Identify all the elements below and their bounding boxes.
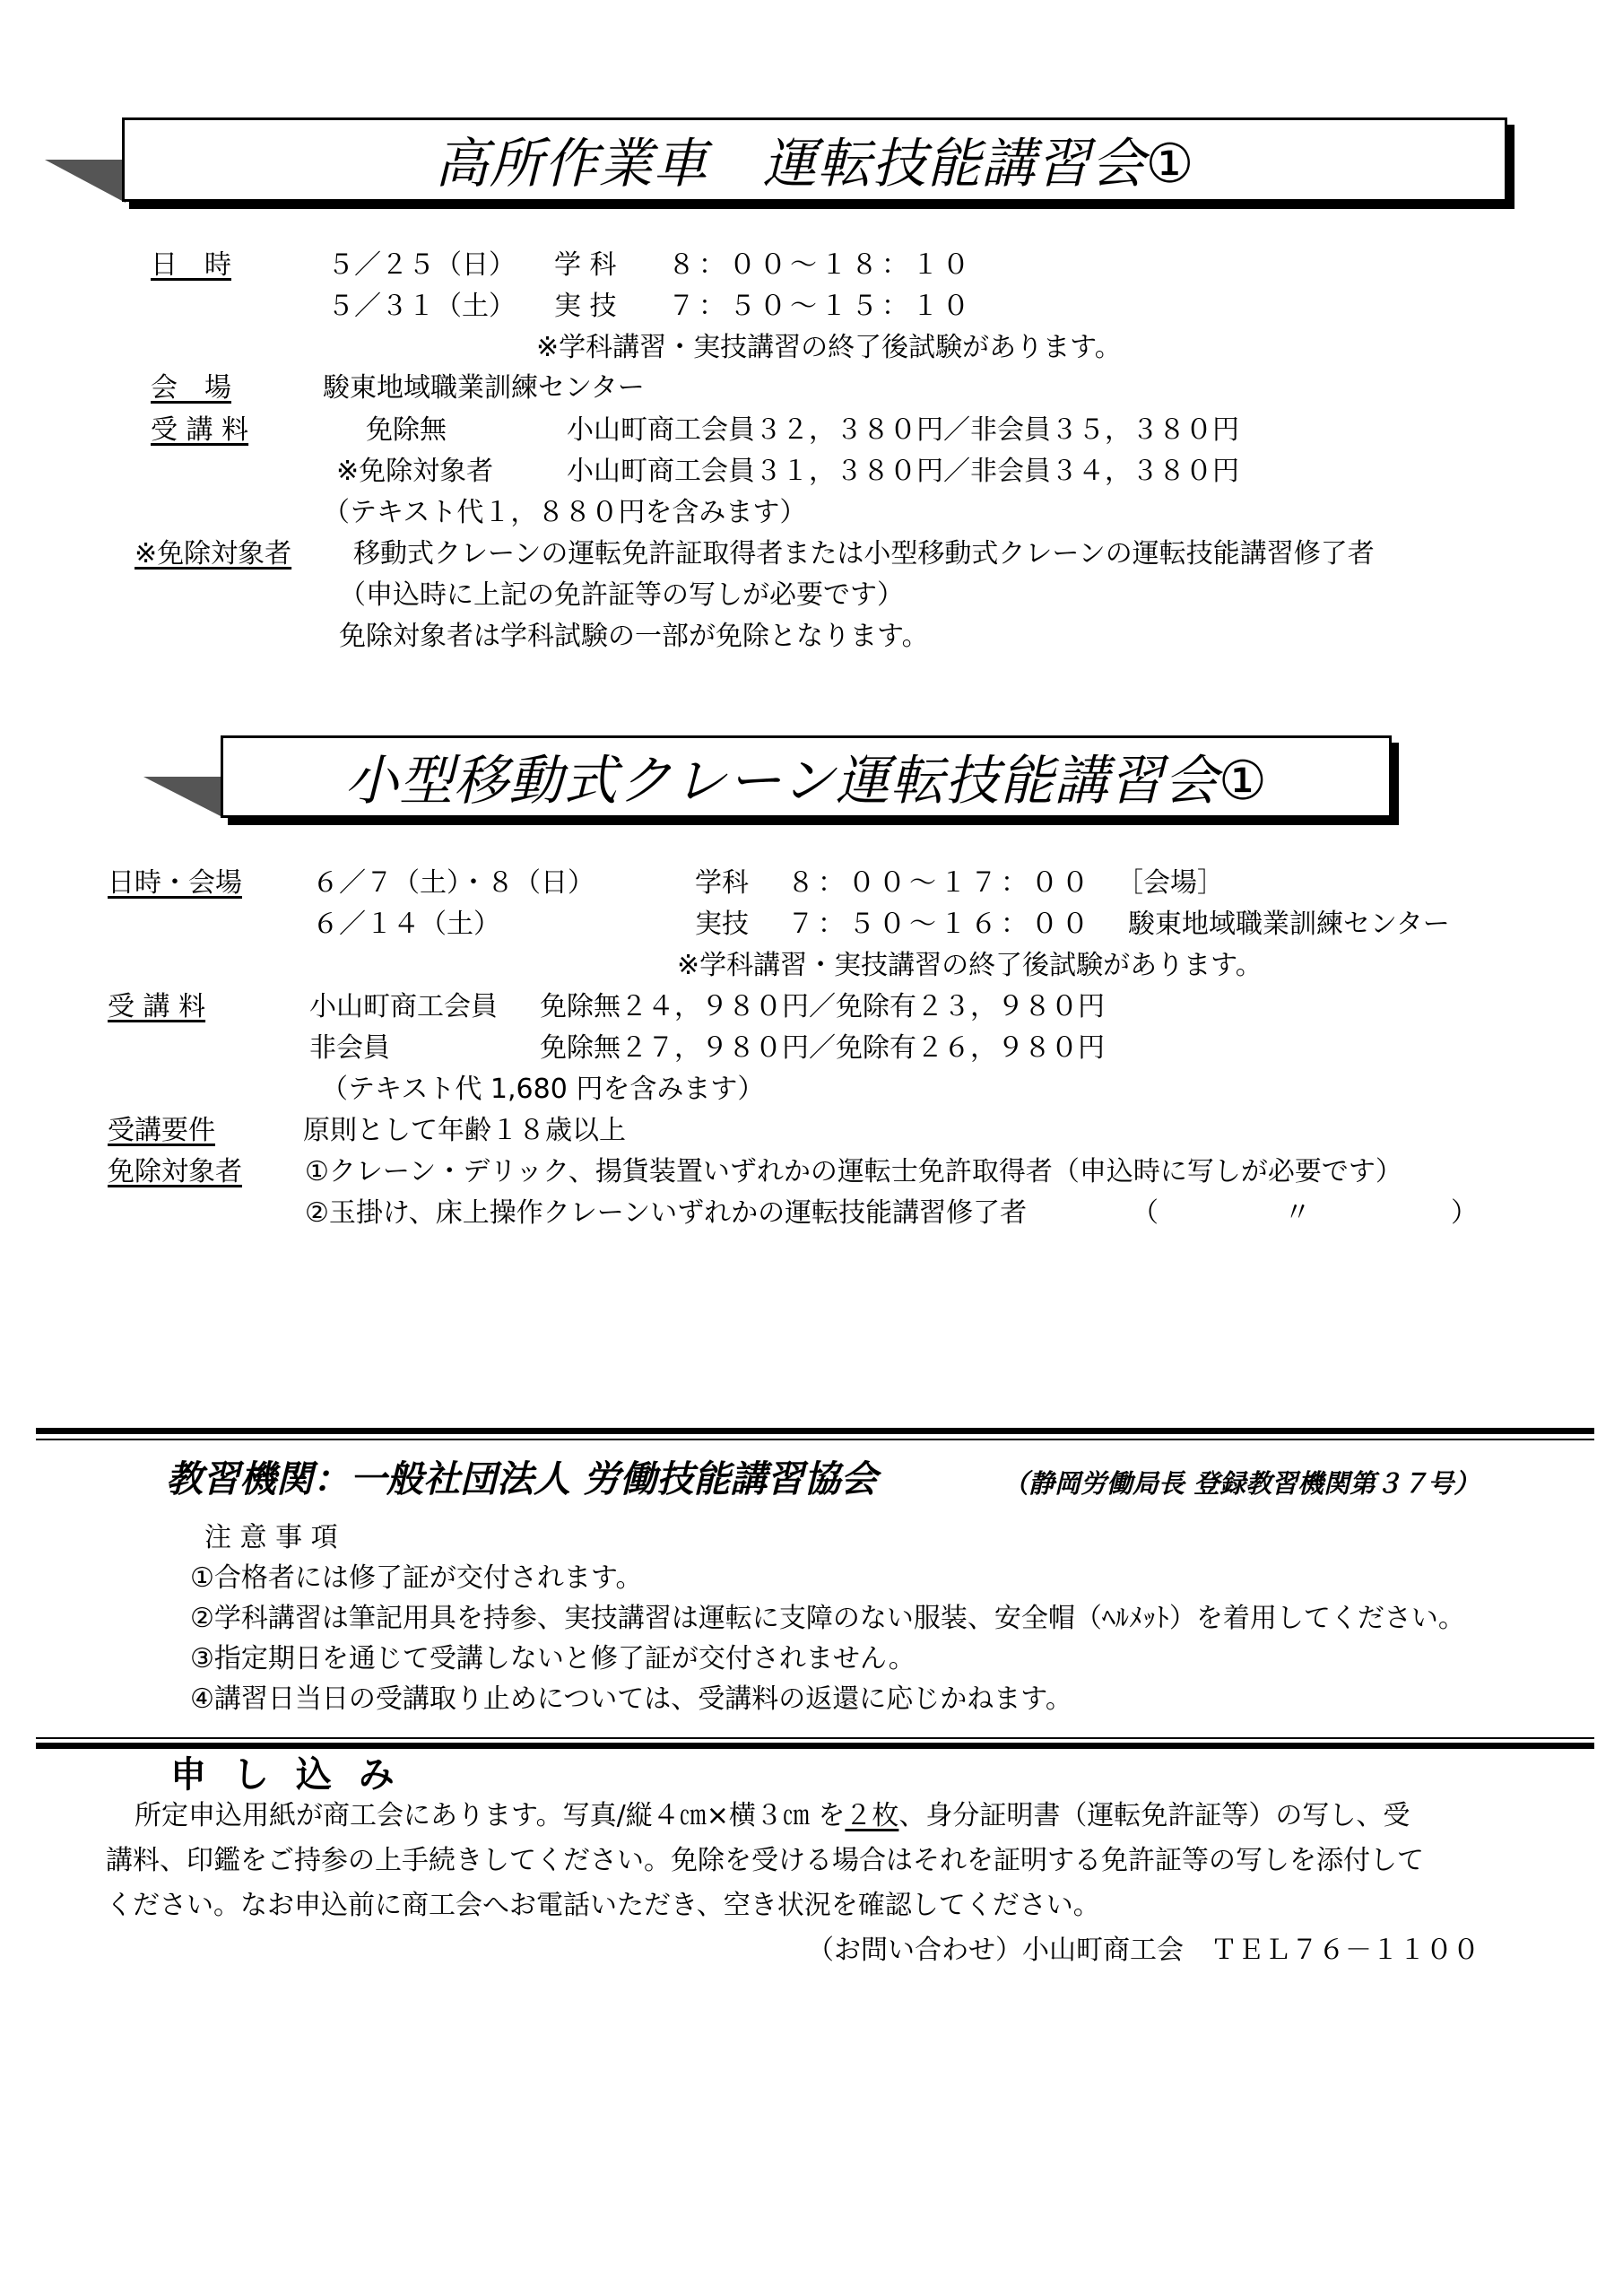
- s1-date2: ５／３１（土）: [327, 291, 516, 322]
- s2-fee-label: 受 講 料: [108, 991, 206, 1022]
- s1-date2-time: ７：５０～１５：１０: [668, 291, 973, 322]
- s1-date1: ５／２５（日）: [327, 249, 516, 281]
- s2-req-text: 原則として年齢１８歳以上: [303, 1115, 626, 1146]
- s1-fee1: 小山町商工会員３２，３８０円／非会員３５，３８０円: [567, 414, 1239, 446]
- s2-fee-nonmember: 免除無２７，９８０円／免除有２６，９８０円: [540, 1032, 1105, 1064]
- s1-fee2: 小山町商工会員３１，３８０円／非会員３４，３８０円: [567, 456, 1239, 487]
- application-line1: [135, 1800, 1410, 1832]
- s2-fee-nonmember-label: 非会員: [309, 1032, 390, 1064]
- s2-fee-member-label: 小山町商工会員: [309, 991, 498, 1022]
- section2-title: 小型移動式クレーン運転技能講習会①: [344, 750, 1268, 813]
- section2-title-box: [221, 735, 1392, 818]
- s2-venue-label: ［会場］: [1116, 867, 1224, 899]
- section1-title-box: [122, 117, 1507, 202]
- divider-bottom-thick: [36, 1743, 1594, 1749]
- title-wedge-decoration: [143, 777, 224, 820]
- s1-exempt-note1: （申込時に上記の免許証等の写しが必要です）: [339, 579, 904, 611]
- s2-date1-time: ８：００～１７：００: [787, 867, 1092, 899]
- s2-date2-kind: 実技: [695, 909, 749, 940]
- s2-date-label: 日時・会場: [108, 867, 242, 899]
- s2-exam-note: ※学科講習・実技講習の終了後試験があります。: [677, 950, 1263, 981]
- application-heading: 申 し 込 み: [170, 1754, 402, 1796]
- s1-date2-kind: 実 技: [554, 291, 617, 322]
- note-item: ③指定期日を通じて受講しないと修了証が交付されません。: [190, 1643, 916, 1674]
- s1-exempt-note2: 免除対象者は学科試験の一部が免除となります。: [339, 621, 929, 652]
- application-contact: （お問い合わせ）小山町商工会 ＴＥＬ７６－１１００: [807, 1935, 1480, 1966]
- s2-date1: ６／７（土）・８（日）: [312, 867, 595, 899]
- s1-exempt-text: 移動式クレーンの運転免許証取得者または小型移動式クレーンの運転技能講習修了者: [353, 538, 1375, 570]
- application-photo-count: ２枚: [845, 1800, 899, 1831]
- s1-exam-note: ※学科講習・実技講習の終了後試験があります。: [536, 332, 1122, 363]
- section1-title: 高所作業車 運転技能講習会①: [434, 133, 1195, 196]
- notes-heading: 注 意 事 項: [204, 1522, 338, 1553]
- s2-exempt1: ①クレーン・デリック、揚貨装置いずれかの運転士免許取得者（申込時に写しが必要です）: [305, 1156, 1402, 1187]
- divider-bottom-thin: [36, 1737, 1594, 1739]
- s1-date1-time: ８：００～１８：１０: [668, 249, 973, 281]
- s2-date2: ６／１４（土）: [312, 909, 500, 940]
- s2-req-label: 受講要件: [108, 1115, 215, 1146]
- title-wedge-decoration: [45, 160, 126, 204]
- s2-exempt2: ②玉掛け、床上操作クレーンいずれかの運転技能講習修了者: [305, 1197, 1028, 1229]
- s1-fee-label: 受 講 料: [151, 414, 249, 446]
- s2-exempt-label: 免除対象者: [108, 1156, 242, 1187]
- note-item: ②学科講習は筆記用具を持参、実技講習は運転に支障のない服装、安全帽（ﾍﾙﾒｯﾄ）を着用してください。: [190, 1603, 1465, 1634]
- application-line1-c: 、身分証明書（運転免許証等）の写し、受: [898, 1800, 1410, 1831]
- application-line3: ください。なお申込前に商工会へお電話いただき、空き状況を確認してください。: [106, 1890, 1100, 1921]
- institution-registration: （静岡労働局長 登録教習機関第３７号）: [1002, 1468, 1480, 1499]
- s2-date2-time: ７：５０～１６：００: [787, 909, 1092, 940]
- s2-text-fee-note: （テキスト代 1,680 円を含みます）: [321, 1074, 765, 1105]
- s2-fee-member: 免除無２４，９８０円／免除有２３，９８０円: [540, 991, 1105, 1022]
- s2-venue: 駿東地域職業訓練センター: [1128, 909, 1450, 940]
- s1-date1-kind: 学 科: [554, 249, 617, 281]
- s2-exempt2-open: （: [1132, 1197, 1159, 1229]
- s2-date1-kind: 学科: [695, 867, 749, 899]
- s2-exempt2-close: ）: [1451, 1197, 1478, 1229]
- s1-venue-label: 会 場: [151, 372, 231, 404]
- divider-top-thin: [36, 1439, 1594, 1440]
- note-item: ④講習日当日の受講取り止めについては、受講料の返還に応じかねます。: [190, 1683, 1072, 1715]
- s1-text-fee-note: （テキスト代１，８８０円を含みます）: [323, 497, 807, 528]
- note-item: ①合格者には修了証が交付されます。: [190, 1562, 643, 1594]
- s1-fee2-type: ※免除対象者: [336, 456, 494, 487]
- application-line2: 講料、印鑑をご持参の上手続きしてください。免除を受ける場合はそれを証明する免許証等の写しを添付して: [106, 1845, 1424, 1876]
- s2-exempt2-ditto: 〃: [1284, 1197, 1311, 1229]
- institution-name: 教習機関：一般社団法人 労働技能講習協会: [166, 1457, 878, 1500]
- s1-exempt-label: ※免除対象者: [135, 538, 292, 570]
- s1-fee1-type: 免除無: [366, 414, 447, 446]
- application-line1-a: 所定申込用紙が商工会にあります。写真/縦４㎝×横３㎝ を: [135, 1800, 846, 1831]
- divider-top-thick: [36, 1428, 1594, 1434]
- s1-venue: 駿東地域職業訓練センター: [323, 372, 645, 404]
- s1-date-label: 日 時: [151, 249, 231, 281]
